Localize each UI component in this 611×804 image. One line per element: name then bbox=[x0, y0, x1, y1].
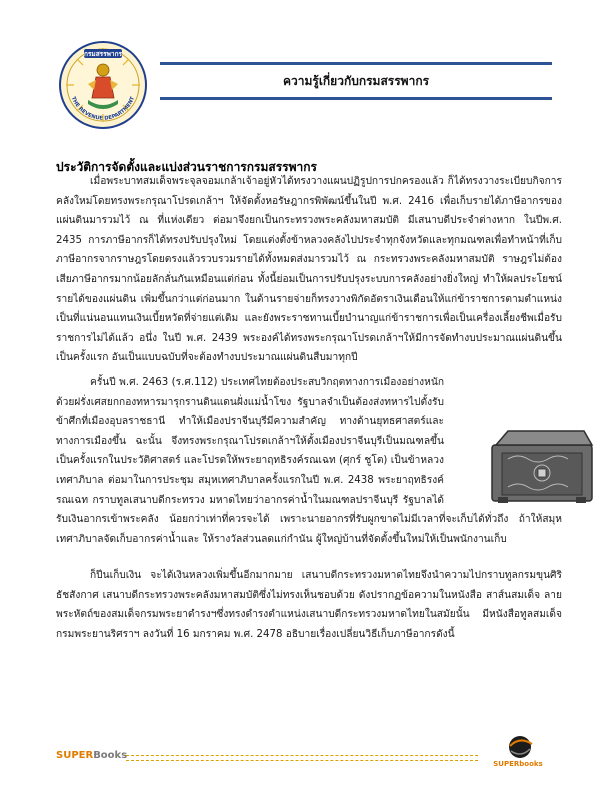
footer-logo-text: SUPERbooks bbox=[493, 760, 543, 768]
header-rule-bottom bbox=[160, 97, 552, 100]
logo-top-text: กรมสรรพากร bbox=[83, 50, 123, 58]
paragraph-2: ครั้นปี พ.ศ. 2463 (ร.ศ.112) ประเทศไทยต้องประสบวิกฤตทางการเมืองอย่างหนัก ด้วยฝรั่งเศสยกกองทหารมารุกรานดินแดนฝั่งแม่น้ำโขง รัฐบาลจำเป็นต้องส่งทหารไปตั้งรับข้าศึกที่เมืองอุบลราชธานี ทำให้เมืองปราจีนบุรีมีความสำคัญ ทางด้านยุทธศาสตร์และทางการเมืองขึ้น ฉะนั้น จึงทรงพระกรุณาโปรดเกล้าฯให้ตั้งเมืองปราจีนบุรีเป็นมณฑลขึ้นเป็นครั้งแรกในประวัติศาสตร์ และโปรดให้พระยาฤทธิรงค์รณเฉท (ศุกร์ ชูโต) เป็นข้าหลวงเทศาภิบาล ต่อมาในการประชุม สมุหเทศาภิบาลครั้งแรกในปี พ.ศ. 2438 พระยาฤทธิรงค์รณเฉท กราบทูลเสนาบดีกระทรวง มหาดไทยว่าอากรค่าน้ำในมณฑลปราจีนบุรี รัฐบาลได้รับเงินอากรเข้าพระคลัง น้อยกว่าเท่าที่ควรจะได้ เพราะนายอากรที่รับผูกขาดไม่มีเวลาที่จะเก็บได้ทั่วถึง ถ้าให้สมุหเทศาภิบาลจัดเก็บอากรค่าน้ำและ ให้รางวัลส่วนลดแก่กำนัน ผู้ใหญ่บ้านที่จัดตั้งขึ้นใหม่ให้เป็นพนักงานเก็บ bbox=[56, 377, 562, 545]
superbooks-globe-icon bbox=[488, 734, 548, 768]
antique-safe-chest-icon bbox=[488, 425, 596, 505]
footer-brand-super: SUPER bbox=[56, 750, 94, 761]
page-title: ความรู้เกี่ยวกับกรมสรรพากร bbox=[282, 74, 430, 88]
section-heading: ประวัติการจัดตั้งและแบ่งส่วนราชการกรมสรรพากร bbox=[56, 160, 317, 174]
footer-brand-books: Books bbox=[93, 750, 128, 761]
superbooks-logo bbox=[488, 734, 548, 768]
paragraph-3: ก็ปีนเก็บเงิน จะได้เงินหลวงเพิ่มขึ้นอีกมากมาย เสนาบดีกระทรวงมหาดไทยจึงนำความไปกราบทูลกรมขุนศิริธัชสังกาศ เสนาบดีกระทรวงพระคลังมหาสมบัติซึ่งไม่ทรงเห็นชอบด้วย ดังปรากฏข้อความในหนังสือ สาส์นสมเด็จ ลายพระหัตถ์ของสมเด็จกรมพระยาดำรงฯซึ่งทรงดำรงตำแหน่งเสนาบดีกระทรวงมหาดไทยในสมัยนั้น มีหนังสือทูลสมเด็จกรมพระยานริศราฯ ลงวันที่ 16 มกราคม พ.ศ. 2478 อธิบายเรื่องเปลี่ยนวิธีเก็บภาษีอากรดังนี้ bbox=[56, 570, 562, 640]
logo-bottom-text: THE REVENUE DEPARTMENT bbox=[69, 95, 137, 122]
paragraph-1: เมื่อพระบาทสมเด็จพระจุลจอมเกล้าเจ้าอยู่หัวได้ทรงวางแผนปฏิรูปการปกครองแล้ว ก็ได้ทรงวางระเบียบกิจการคลังใหม่โดยทรงพระกรุณาโปรดเกล้าฯ ให้จัดตั้งหอรัษฎากรพิพัฒน์ขึ้นในปี พ.ศ. 2416 เพื่อเก็บรายได้ภาษีอากรของแผ่นดินมารวมไว้ ณ ที่แห่งเดียว ต่อมาจึงยกเป็นกระทรวงพระคลังมหาสมบัติ มีเสนาบดีประจำต่างหาก ในปีพ.ศ. 2435 การภาษีอากรก็ได้ทรงปรับปรุงใหม่ โดยแต่งตั้งข้าหลวงคลังไปประจำทุกจังหวัดและทุกมณฑลเพื่อทำหน้าที่เก็บภาษีอากรจากราษฎรโดยตรงแล้วรวบรวมรายได้ทั้งหมดส่งมารวมไว้ ณ กระทรวงพระคลังมหาสมบัติ ราษฎรไม่ต้องเสียภาษีอากรมากน้อยลักลั่นกันเหมือนแต่ก่อน ทั้งนี้ย่อมเป็นการปรับปรุงระบบการคลังอย่างยิ่งใหญ่ ทำให้ผลประโยชน์รายได้ของแผ่นดิน เพิ่มขึ้นกว่าแต่ก่อนมาก ในด้านรายจ่ายก็ทรงวางพิกัดอัตราเงินเดือนให้แก่ข้าราชการตามตำแหน่งเป็นที่แน่นอนแทนเงินเบี้ยหวัดที่จ่ายแต่เดิม และยังพระราชทานเบี้ยบำนาญแก่ข้าราชการเพื่อเป็นเครื่องเลี้ยงชีพเมื่อรับราชการไม่ได้แล้ว อนึ่ง ในปี พ.ศ. 2439 พระองค์ได้ทรงพระกรุณาโปรดเกล้าฯให้มีการจัดทำงบประมาณแผ่นดินขึ้นเป็นครั้งแรก อันเป็นแบบฉบับที่จะต้องทำงบประมาณแผ่นดินสืบมาทุกปี bbox=[56, 176, 562, 364]
footer-brand bbox=[56, 750, 127, 761]
header-rule-top bbox=[160, 62, 552, 65]
paragraph-2-block bbox=[56, 373, 562, 549]
revenue-department-seal-icon bbox=[58, 40, 148, 130]
antique-safe-illustration bbox=[454, 425, 562, 505]
footer-divider bbox=[126, 755, 478, 761]
revenue-department-logo bbox=[58, 40, 148, 130]
